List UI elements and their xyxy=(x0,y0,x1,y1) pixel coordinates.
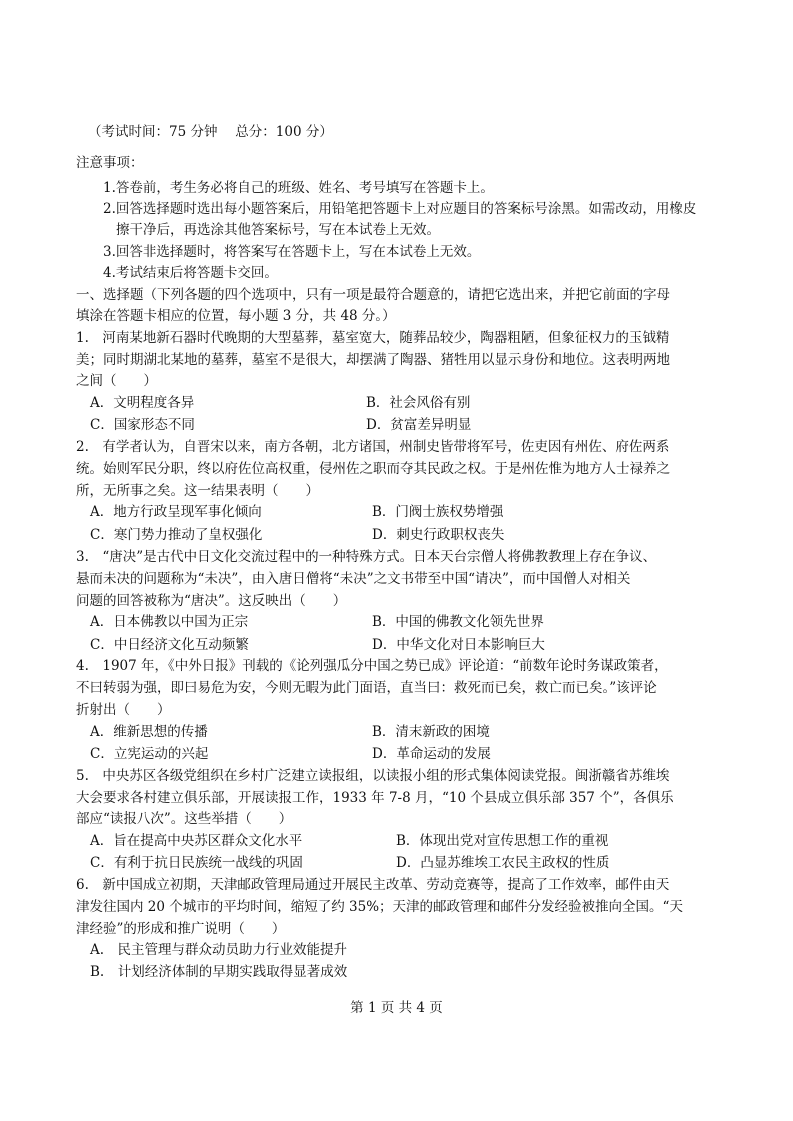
question-4-option-d: D．革命运动的发展 xyxy=(372,746,491,762)
notice-item: 1.答卷前，考生务必将自己的班级、姓名、考号填写在答题卡上。 xyxy=(103,180,494,196)
notice-item: 擦干净后，再选涂其他答案标号，写在本试卷上无效。 xyxy=(116,222,440,238)
question-2-text: 所，无所事之矣。这一结果表明（ ） xyxy=(76,483,319,499)
question-2-text: 2. 有学者认为，自晋宋以来，南方各朝，北方诸国，州制史皆带将军号，佐吏因有州佐、府佐两系 xyxy=(76,439,670,455)
question-3-text: 3. “唐决”是古代中日文化交流过程中的一种特殊方式。日本天台宗僧人将佛教教理上存在争议、 xyxy=(76,549,657,565)
question-6-option-b: B. 计划经济体制的早期实践取得显著成效 xyxy=(90,964,348,980)
question-4-text: 折射出（ ） xyxy=(76,702,171,718)
question-6-text: 津发往国内 20 个城市的平均时间，缩短了约 35%；天津的邮政管理和邮件分发经验被推向全国。“天 xyxy=(76,899,683,915)
question-1-option-a: A．文明程度各异 xyxy=(90,395,195,411)
exam-time-info: （考试时间：75 分钟 总分：100 分） xyxy=(88,124,333,140)
question-2-text: 统。始则军民分职，终以府佐位高权重，侵州佐之职而夺其民政之权。于是州佐惟为地方人士禄养之 xyxy=(76,461,670,477)
question-6-option-a: A. 民主管理与群众动员助力行业效能提升 xyxy=(90,942,348,958)
question-2-option-c: C．寒门势力推动了皇权强化 xyxy=(90,527,263,543)
question-1-text: 美；同时期湖北某地的墓葬，墓室不是很大，却摆满了陶器、猪牲用以显示身份和地位。这表明两地 xyxy=(76,352,670,368)
question-1-option-c: C．国家形态不同 xyxy=(90,417,195,433)
question-4-text: 不曰转弱为强，即曰易危为安，今则无暇为此门面语，直当曰：救死而已矣，救亡而已矣。”该评论 xyxy=(76,680,657,696)
question-4-option-c: C．立宪运动的兴起 xyxy=(90,746,209,762)
question-3-text: 悬而未决的问题称为“未决”，由入唐日僧将“未决”之文书带至中国“请决”，而中国僧人对相关 xyxy=(76,571,631,587)
question-5-option-c: C．有利于抗日民族统一战线的巩固 xyxy=(90,855,303,871)
notice-heading: 注意事项： xyxy=(76,155,144,171)
question-6-text: 6. 新中国成立初期，天津邮政管理局通过开展民主改革、劳动竞赛等，提高了工作效率，邮件由天 xyxy=(76,877,670,893)
question-3-option-c: C．中日经济文化互动频繁 xyxy=(90,637,249,653)
notice-item: 4.考试结束后将答题卡交回。 xyxy=(103,265,278,281)
question-1-option-d: D．贫富差异明显 xyxy=(366,417,472,433)
question-2-option-a: A．地方行政呈现军事化倾向 xyxy=(90,504,262,520)
question-2-option-b: B．门阀士族权势增强 xyxy=(372,504,504,520)
question-5-text: 5. 中央苏区各级党组织在乡村广泛建立读报组，以读报小组的形式集体阅读党报。闽浙赣省苏维埃 xyxy=(76,768,670,784)
notice-item: 3.回答非选择题时，将答案写在答题卡上，写在本试卷上无效。 xyxy=(103,244,481,260)
question-5-option-a: A．旨在提高中央苏区群众文化水平 xyxy=(90,833,303,849)
question-2-option-d: D．刺史行政职权丧失 xyxy=(372,527,505,543)
question-5-option-d: D．凸显苏维埃工农民主政权的性质 xyxy=(396,855,610,871)
question-3-option-a: A．日本佛教以中国为正宗 xyxy=(90,614,249,630)
question-4-option-a: A．维新思想的传播 xyxy=(90,724,208,740)
section-heading: 一、选择题（下列各题的四个选项中，只有一项是最符合题意的，请把它选出来，并把它前面的字母 xyxy=(76,287,670,303)
page-footer: 第 1 页 共 4 页 xyxy=(350,1000,443,1016)
question-3-option-d: D．中华文化对日本影响巨大 xyxy=(372,637,545,653)
question-3-text: 问题的回答被称为“唐决”。这反映出（ ） xyxy=(76,593,347,609)
question-5-text: 大会要求各村建立俱乐部，开展读报工作，1933 年 7-8 月，“10 个县成立俱乐部 357 个”，各俱乐 xyxy=(76,790,674,806)
question-1-text: 之间（ ） xyxy=(76,373,157,389)
question-5-text: 部应“读报八次”。这些举措（ ） xyxy=(76,811,293,827)
notice-item: 2.回答选择题时选出每小题答案后，用铅笔把答题卡上对应题目的答案标号涂黑。如需改动，用橡皮 xyxy=(103,201,697,217)
question-5-option-b: B．体现出党对宣传思想工作的重视 xyxy=(396,833,609,849)
section-heading-cont: 填涂在答题卡相应的位置，每小题 3 分，共 48 分。） xyxy=(76,308,396,324)
question-6-text: 津经验”的形成和推广说明（ ） xyxy=(76,921,286,937)
question-1-text: 1. 河南某地新石器时代晚期的大型墓葬，墓室宽大，随葬品较少，陶器粗陋，但象征权力的玉钺精 xyxy=(76,330,670,346)
question-3-option-b: B．中国的佛教文化领先世界 xyxy=(372,614,544,630)
question-1-option-b: B．社会风俗有别 xyxy=(366,395,471,411)
question-4-option-b: B．清末新政的困境 xyxy=(372,724,490,740)
question-4-text: 4. 1907 年，《中外日报》刊载的《论列强瓜分中国之势已成》评论道：“前数年论时务谋政策者， xyxy=(76,658,668,674)
